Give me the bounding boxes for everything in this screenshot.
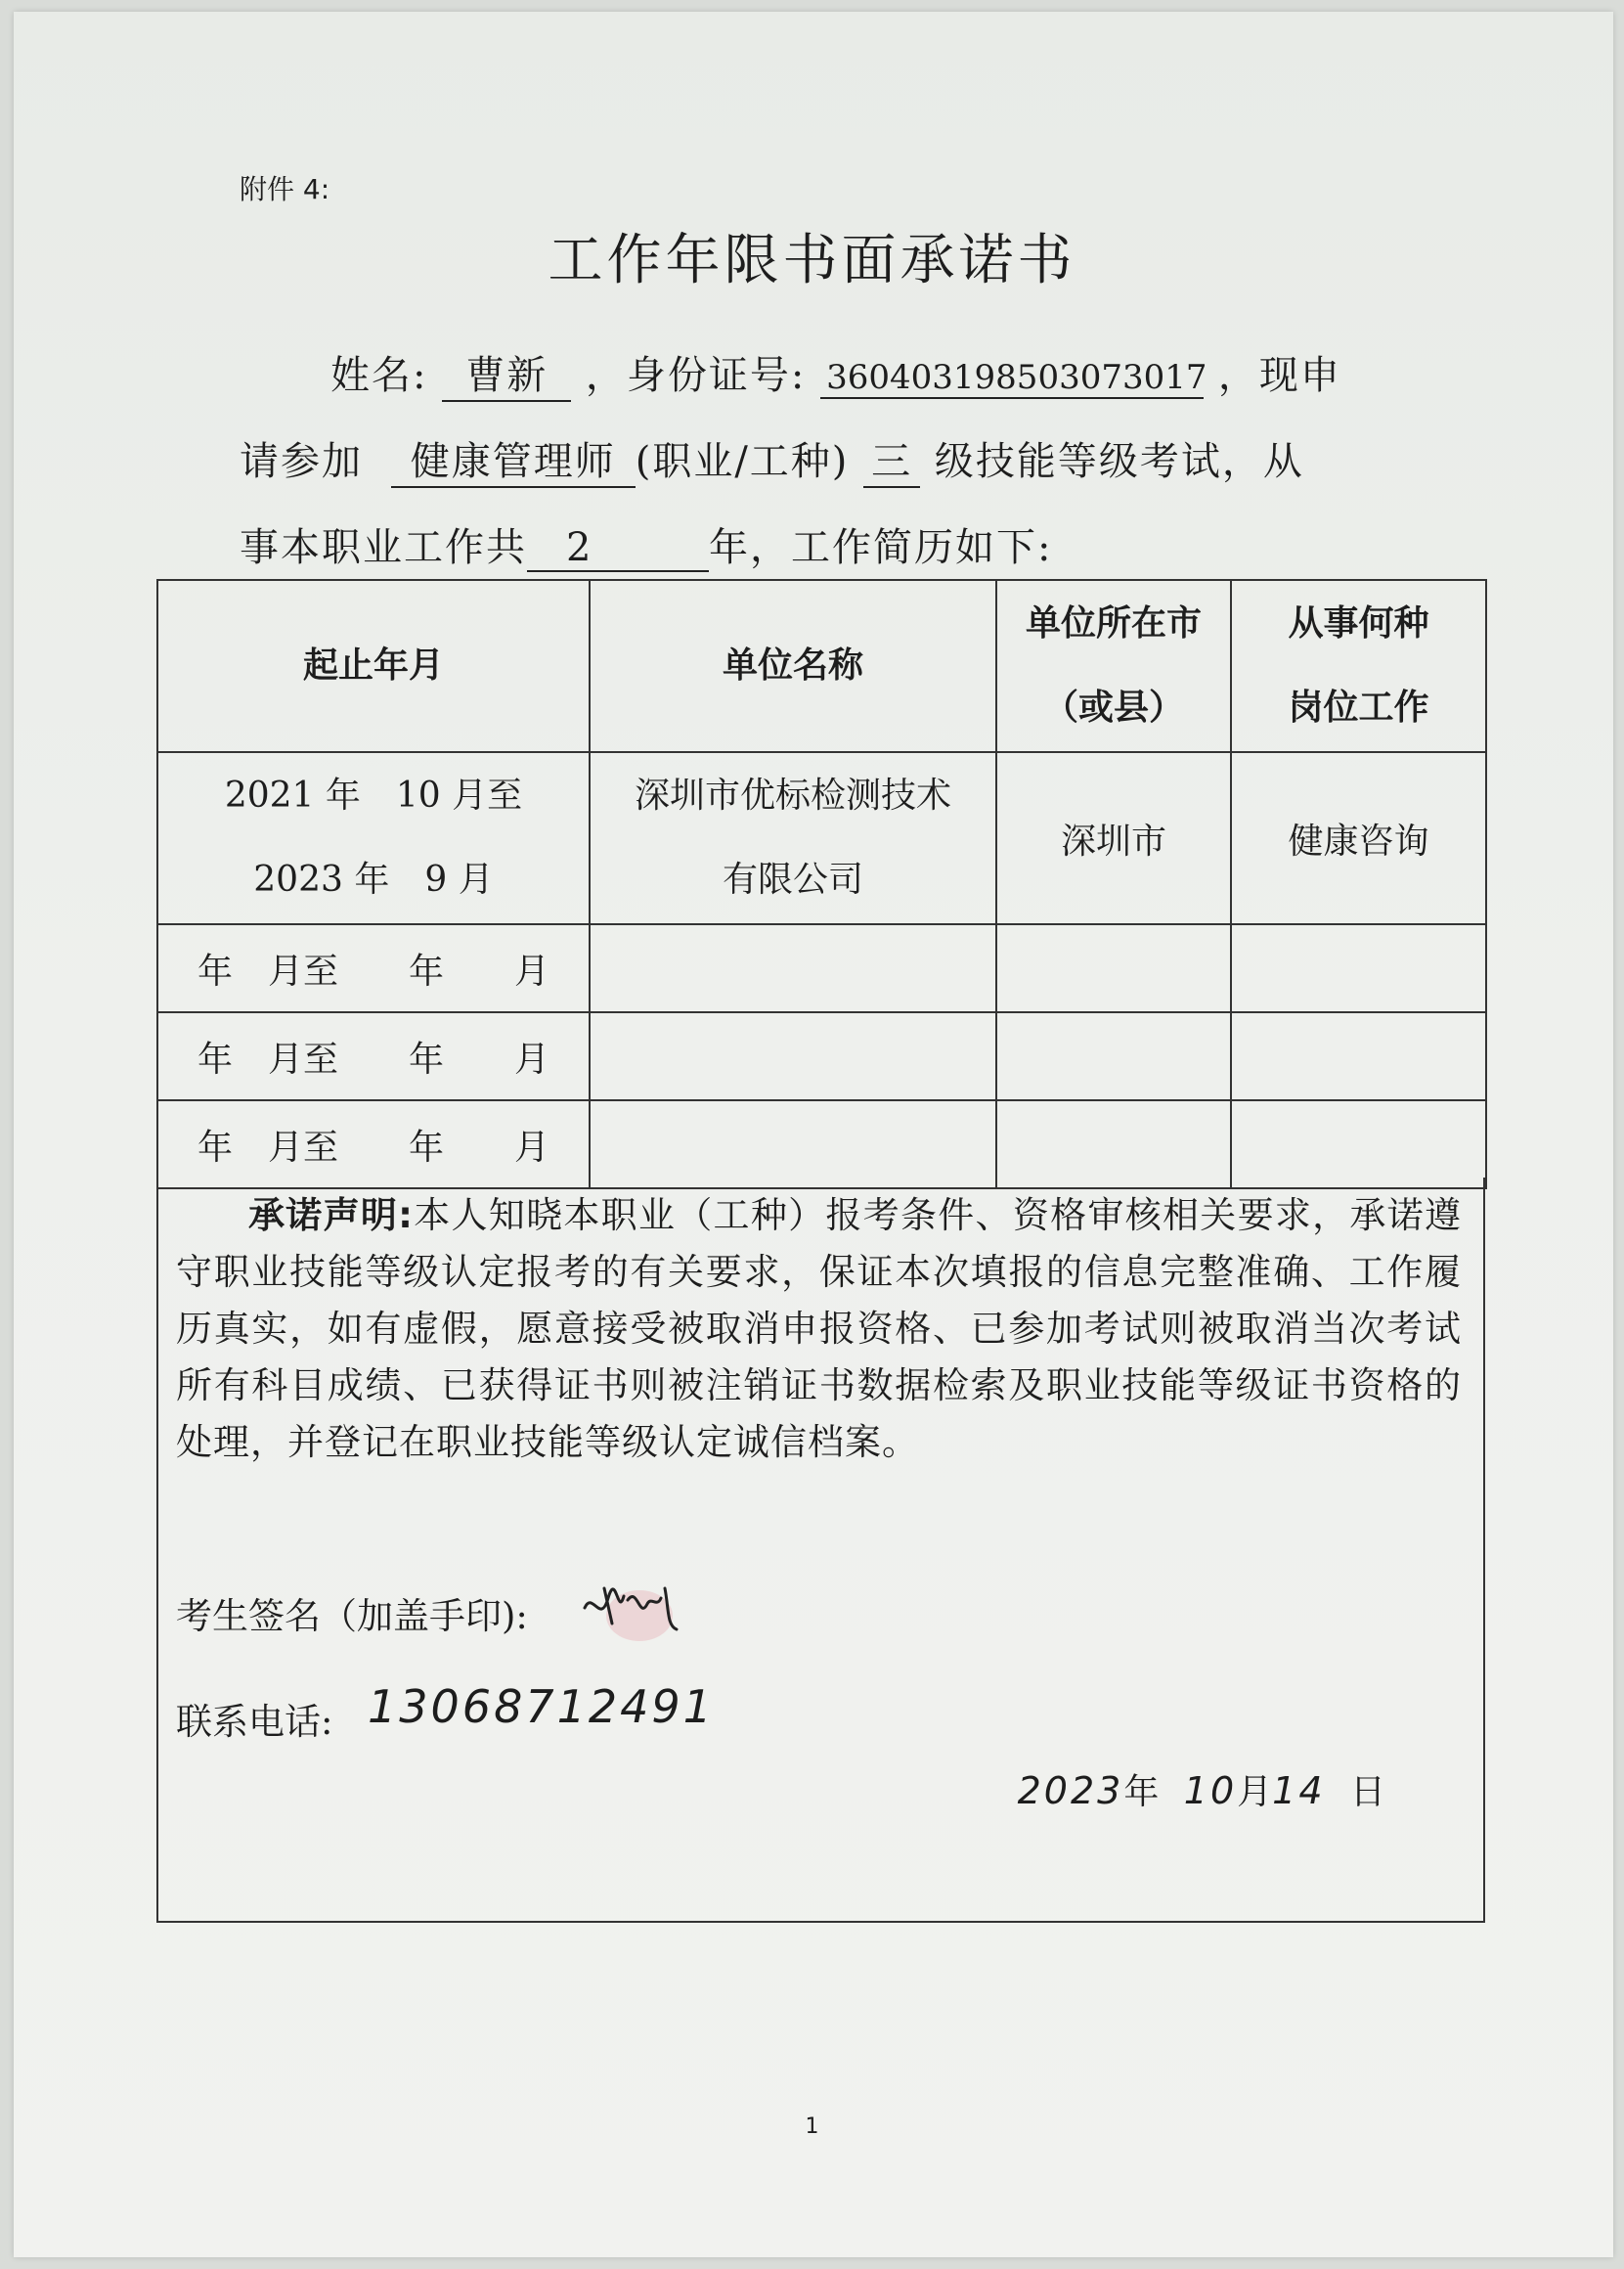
id-number-field: 360403198503073017 <box>820 358 1204 399</box>
attachment-label: 附件 4: <box>240 173 330 205</box>
header-position-line2: 岗位工作 <box>1288 688 1429 728</box>
signature-label: 考生签名（加盖手印): <box>176 1595 528 1637</box>
month-char: 月 <box>1237 1772 1273 1812</box>
row1-period <box>157 752 590 924</box>
pledge-label: 承诺声明: <box>248 1194 414 1236</box>
pledge-section <box>156 1178 1485 1923</box>
pledge-paragraph <box>176 1187 1462 1471</box>
name-label: 姓名: <box>330 353 428 398</box>
table-header-row <box>157 580 1486 752</box>
phone-label: 联系电话: <box>176 1701 333 1743</box>
blank-cell <box>996 924 1231 1012</box>
level-suffix: 级技能等级考试，从 <box>934 439 1304 484</box>
blank-cell <box>1231 1012 1486 1100</box>
intro-line-1 <box>330 344 1341 402</box>
blank-cell <box>590 924 996 1012</box>
header-position-line1: 从事何种 <box>1288 603 1429 644</box>
blank-period: 年 月至 年 月 <box>157 924 590 1012</box>
sign-date <box>1018 1764 1385 1814</box>
intro-line-3 <box>240 516 1052 572</box>
row1-period-end: 2023 年 9 月 <box>253 860 494 900</box>
blank-cell <box>1231 1100 1486 1188</box>
table-row <box>157 752 1486 924</box>
table-row <box>157 1100 1486 1188</box>
name-field: 曹新 <box>442 344 571 402</box>
header-position <box>1231 580 1486 752</box>
blank-period: 年 月至 年 月 <box>157 1100 590 1188</box>
phone-number: 13068712491 <box>368 1680 715 1733</box>
years-suffix: 年，工作简历如下: <box>709 525 1053 570</box>
level-field: 三 <box>863 430 920 488</box>
row1-company-line2: 有限公司 <box>722 860 863 900</box>
page-number: 1 <box>805 2114 819 2139</box>
apply-head: 请参加 <box>240 439 363 484</box>
day-char: 日 <box>1349 1772 1385 1812</box>
intro-line-2 <box>240 430 1304 488</box>
pledge-text: 本人知晓本职业（工种）报考条件、资格审核相关要求，承诺遵守职业技能等级认定报考的有关要求，保证本次填报的信息完整准确、工作履历真实，如有虚假，愿意接受被取消申报资格、已参加考试则被取消当次考试所有科目成绩、已获得证书则被注销证书数据检索及职业技能等级证书资格的处理，并登记在职业技能等级认定诚信档案。 <box>176 1194 1463 1463</box>
blank-cell <box>1231 924 1486 1012</box>
years-field: 2 <box>527 525 709 572</box>
table-row <box>157 1012 1486 1100</box>
blank-cell <box>996 1100 1231 1188</box>
work-history-table <box>156 579 1487 1189</box>
row1-position: 健康咨询 <box>1231 752 1486 924</box>
row1-period-start: 2021 年 10 月至 <box>224 776 523 816</box>
document-title: 工作年限书面承诺书 <box>548 229 1076 292</box>
table-row <box>157 924 1486 1012</box>
occupation-suffix: (职业/工种) <box>635 439 850 484</box>
row1-company <box>590 752 996 924</box>
date-year: 2023 <box>1017 1769 1124 1812</box>
handwritten-signature <box>579 1569 686 1647</box>
header-city-line2: （或县） <box>1042 688 1184 728</box>
row1-company-line1: 深圳市优标检测技术 <box>634 776 951 816</box>
years-prefix: 事本职业工作共 <box>240 525 527 570</box>
apply-tail: ，现申 <box>1217 353 1341 398</box>
blank-cell <box>996 1012 1231 1100</box>
header-company: 单位名称 <box>590 580 996 752</box>
header-period: 起止年月 <box>157 580 590 752</box>
header-city <box>996 580 1231 752</box>
date-month: 10 <box>1183 1769 1238 1812</box>
occupation-field: 健康管理师 <box>391 430 636 488</box>
blank-period: 年 月至 年 月 <box>157 1012 590 1100</box>
id-label: ，身份证号: <box>585 353 807 398</box>
blank-cell <box>590 1012 996 1100</box>
blank-cell <box>590 1100 996 1188</box>
date-day: 14 <box>1272 1769 1326 1812</box>
year-char: 年 <box>1123 1772 1160 1812</box>
header-city-line1: 单位所在市 <box>1025 603 1202 644</box>
row1-city: 深圳市 <box>996 752 1231 924</box>
